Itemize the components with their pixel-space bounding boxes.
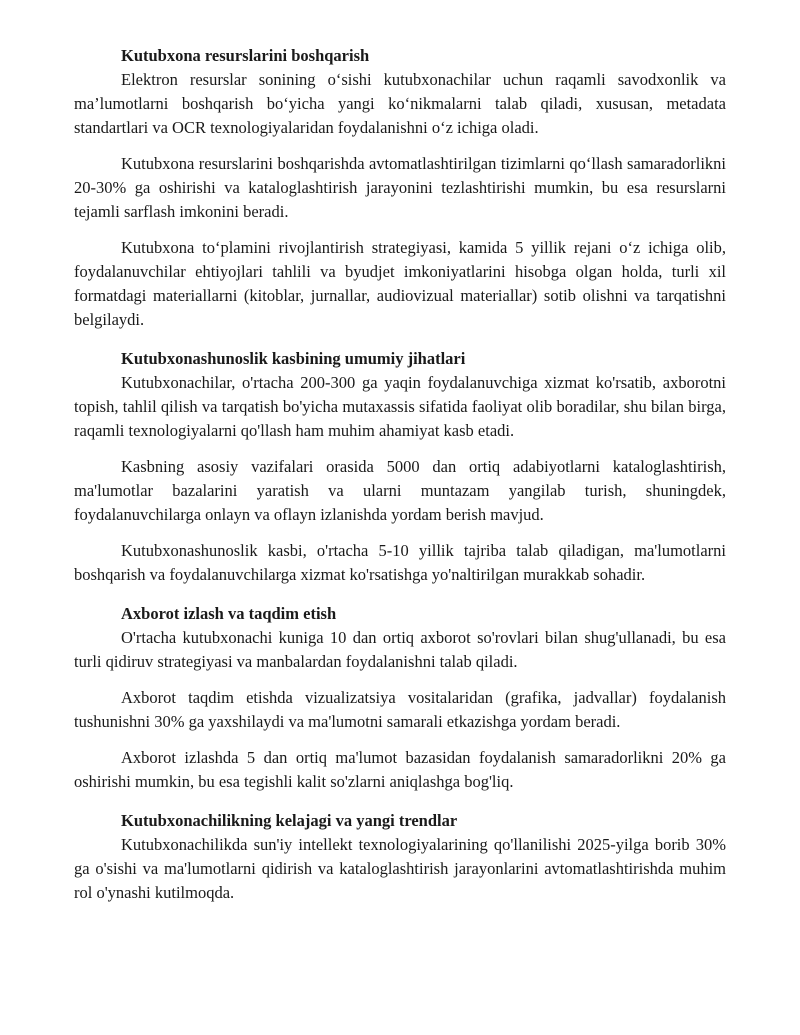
paragraph: Axborot izlashda 5 dan ortiq ma'lumot bazasidan foydalanish samaradorlikni 20% ga oshirishi mumkin, bu esa tegishli kalit so'zlarni aniqlashga bog'liq. [74, 748, 726, 791]
paragraph: Kutubxona to‘plamini rivojlantirish strategiyasi, kamida 5 yillik rejani o‘z ichiga olib, foydalanuvchilar ehtiyojlari tahlili va byudjet imkoniyatlarini hisobga olgan holda, turli xil formatdagi materiallarni (kitoblar, jurnallar, audiovizual materiallar) sotib olishni va tarqatishni belgilaydi. [74, 238, 726, 329]
section-heading: Kutubxonachilikning kelajagi va yangi trendlar [121, 811, 458, 830]
paragraph: Axborot taqdim etishda vizualizatsiya vositalaridan (grafika, jadvallar) foydalanish tushunishni 30% ga yaxshilaydi va ma'lumotni samarali etkazishga yordam beradi. [74, 688, 726, 731]
paragraph: Kutubxonachilikda sun'iy intellekt texnologiyalarining qo'llanilishi 2025-yilga borib 30% ga o'sishi va ma'lumotlarni qidirish va kataloglashtirish jarayonlarini avtomatlashtirishda muhim rol o'ynashi kutilmoqda. [74, 835, 726, 902]
paragraph: O'rtacha kutubxonachi kuniga 10 dan ortiq axborot so'rovlari bilan shug'ullanadi, bu esa turli qidiruv strategiyasi va manbalardan foydalanishni talab qiladi. [74, 628, 726, 671]
section-heading: Kutubxonashunoslik kasbining umumiy jihatlari [121, 349, 466, 368]
paragraph: Kasbning asosiy vazifalari orasida 5000 dan ortiq adabiyotlarni kataloglashtirish, ma'lumotlar bazalarini yaratish va ularni muntazam yangilab turish, shuningdek, foydalanuvchilarga onlayn va oflayn izlanishda yordam berish mavjud. [74, 457, 726, 524]
paragraph: Kutubxonachilar, o'rtacha 200-300 ga yaqin foydalanuvchiga xizmat ko'rsatib, axborotni topish, tahlil qilish va tarqatish bo'yicha mutaxassis sifatida faoliyat olib boradilar, shu bilan birga, raqamli texnologiyalarni qo'llash ham muhim ahamiyat kasb etadi. [74, 373, 726, 440]
section-heading: Kutubxona resurslarini boshqarish [121, 46, 370, 65]
paragraph: Elektron resurslar sonining o‘sishi kutubxonachilar uchun raqamli savodxonlik va ma’lumotlarni boshqarish bo‘yicha yangi ko‘nikmalarni talab qiladi, xususan, metadata standartlari va OCR texnologiyalaridan foydalanishni o‘z ichiga oladi. [74, 70, 726, 137]
paragraph: Kutubxonashunoslik kasbi, o'rtacha 5-10 yillik tajriba talab qiladigan, ma'lumotlarni boshqarish va foydalanuvchilarga xizmat ko'rsatishga yo'naltirilgan murakkab sohadir. [74, 541, 726, 584]
document-page [74, 44, 726, 905]
paragraph: Kutubxona resurslarini boshqarishda avtomatlashtirilgan tizimlarni qo‘llash samaradorlikni 20-30% ga oshirishi va kataloglashtirish jarayonini tezlashtirishi mumkin, bu esa resurslarni tejamli sarflash imkonini beradi. [74, 154, 726, 221]
section-heading: Axborot izlash va taqdim etish [121, 604, 337, 623]
